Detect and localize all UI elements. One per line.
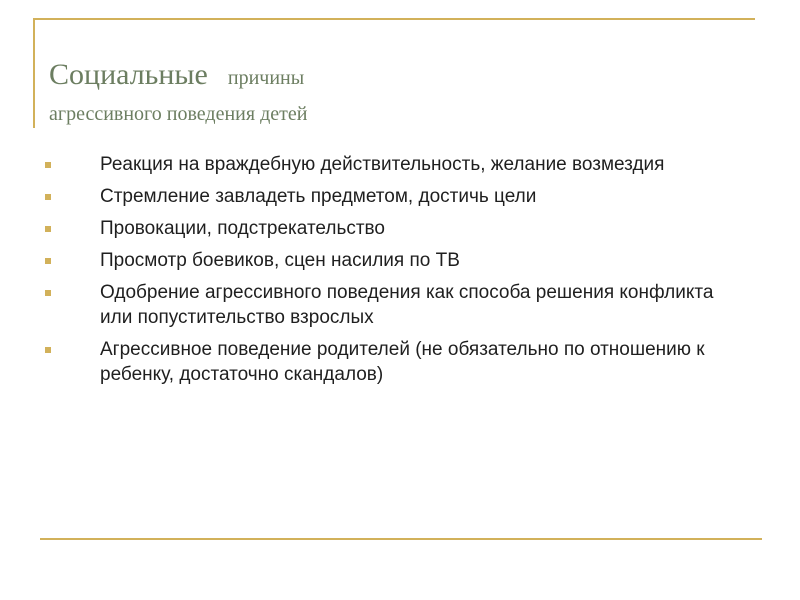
- square-bullet-icon: [45, 162, 51, 168]
- frame-top-rule: [33, 18, 755, 20]
- bullet-list: [45, 152, 745, 394]
- title-line-2: агрессивного поведения детей: [49, 103, 308, 125]
- bullet-text: Провокации, подстрекательство: [100, 218, 385, 239]
- square-bullet-icon: [45, 347, 51, 353]
- bullet-text: Просмотр боевиков, сцен насилия по ТВ: [100, 250, 460, 271]
- bullet-text: Одобрение агрессивного поведения как способа решения конфликта или попустительство взрослых: [100, 282, 714, 328]
- list-item: [45, 152, 745, 177]
- title-main: Социальные: [49, 58, 208, 91]
- bullet-text: Агрессивное поведение родителей (не обязательно по отношению к ребенку, достаточно скандалов): [100, 339, 705, 385]
- list-item: [45, 280, 745, 330]
- slide-title: [49, 60, 749, 124]
- list-item: [45, 248, 745, 273]
- square-bullet-icon: [45, 258, 51, 264]
- square-bullet-icon: [45, 194, 51, 200]
- title-rest: причины: [227, 67, 305, 89]
- square-bullet-icon: [45, 290, 51, 296]
- square-bullet-icon: [45, 226, 51, 232]
- bullet-text: Стремление завладеть предметом, достичь цели: [100, 186, 537, 207]
- frame-bottom-rule: [40, 538, 762, 540]
- bullet-text: Реакция на враждебную действительность, желание возмездия: [100, 154, 665, 175]
- frame-left-rule: [33, 18, 35, 128]
- list-item: [45, 216, 745, 241]
- list-item: [45, 337, 745, 387]
- list-item: [45, 184, 745, 209]
